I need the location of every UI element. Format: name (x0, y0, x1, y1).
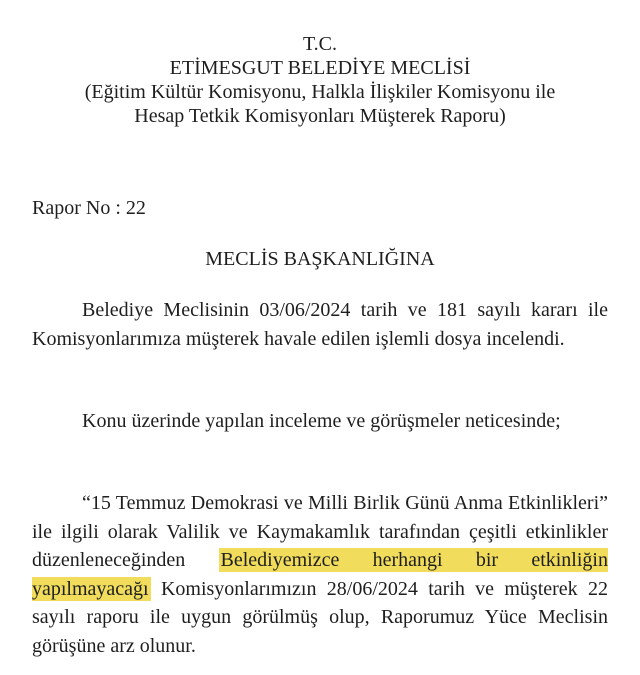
addressee-heading: MECLİS BAŞKANLIĞINA (205, 248, 435, 270)
report-number: Rapor No : 22 (32, 197, 146, 219)
highlighted-text: Belediyemizce herhangi bir etkinliğin yapılmayacağı (32, 549, 608, 600)
decision-text-after: Komisyonlarımızın 28/06/2024 tarih ve müşterek 22 sayılı raporu ile uygun görülmüş olup, Raporumuz Yüce Meclisin görüşüne arz olunur. (32, 577, 608, 657)
header-committees-line2: Hesap Tetkik Komisyonları Müşterek Raporu) (134, 105, 506, 127)
header-tc: T.C. (302, 33, 338, 55)
paragraph-decision (32, 489, 608, 660)
paragraph-referral: Belediye Meclisinin 03/06/2024 tarih ve 181 sayılı kararı ile Komisyonlarımıza müşterek havale edilen işlemli dosya incelendi. (32, 299, 608, 350)
header-committees-line1: (Eğitim Kültür Komisyonu, Halkla İlişkiler Komisyonu ile (84, 81, 556, 103)
header-council-name: ETİMESGUT BELEDİYE MECLİSİ (169, 57, 471, 79)
document-header (0, 32, 640, 128)
decision-text-before: “15 Temmuz Demokrasi ve Milli Birlik Günü Anma Etkinlikleri” ile ilgili olarak Valilik ve Kaymakamlık tarafından çeşitli etkinlikler düzenleneceğinden (32, 492, 608, 571)
paragraph-review: Konu üzerinde yapılan inceleme ve görüşmeler neticesinde; (82, 410, 561, 432)
